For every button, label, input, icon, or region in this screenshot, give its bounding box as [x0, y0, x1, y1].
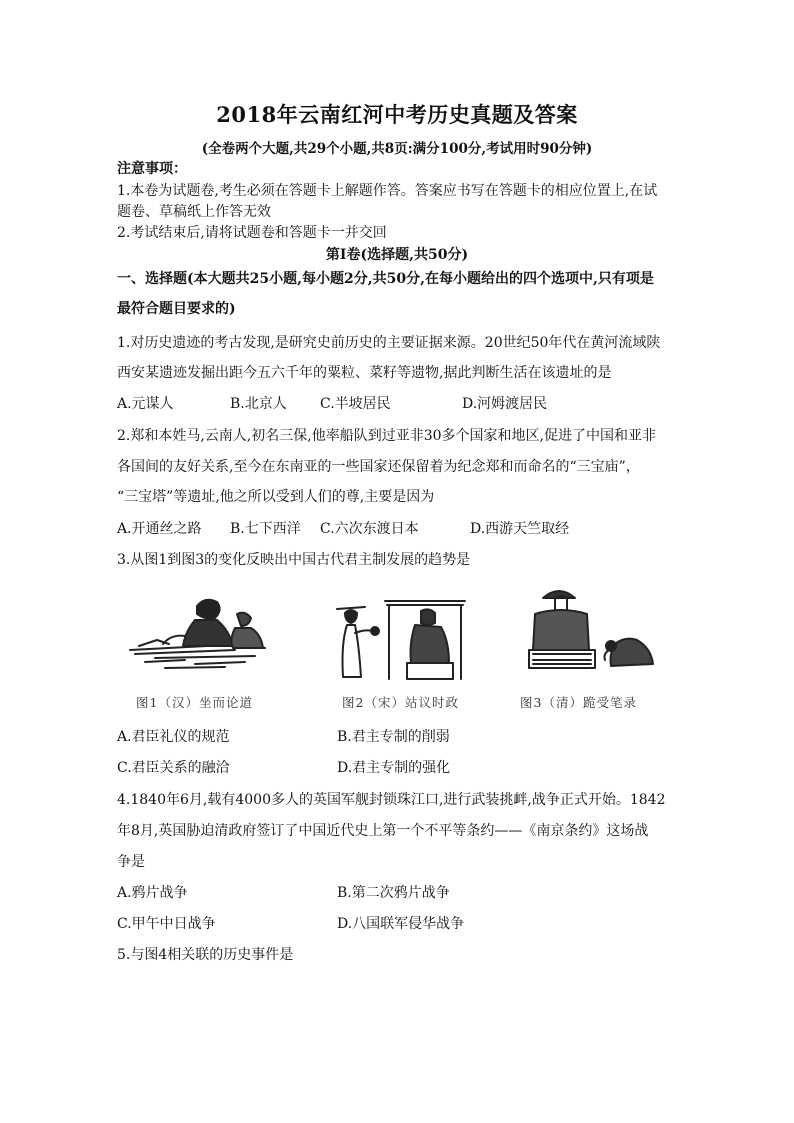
q4-line-1: 4.1840年6月,载有4000多人的英国军舰封锁珠江口,进行武装挑衅,战争正式开始。1842 — [117, 792, 666, 808]
section-title: 第Ⅰ卷(选择题,共50分) — [325, 247, 469, 263]
page-title: 2018年云南红河中考历史真题及答案 — [216, 102, 578, 127]
q4-option-c: C.甲午中日战争 — [117, 916, 216, 932]
q2-option-d: D.西游天竺取经 — [470, 521, 570, 537]
q2-option-a: A.开通丝之路 — [117, 521, 202, 537]
notice-line-1b: 题卷、草稿纸上作答无效 — [117, 204, 271, 220]
q3-option-a: A.君臣礼仪的规范 — [117, 729, 230, 745]
q1-option-c: C.半坡居民 — [320, 396, 391, 412]
q1-line-2: 西安某遗迹发掘出距今五六千年的粟粒、菜籽等遗物,据此判断生活在该遗址的是 — [117, 365, 612, 381]
q3-option-d: D.君主专制的强化 — [337, 760, 451, 776]
q1-option-a: A.元谋人 — [117, 396, 174, 412]
figure-2-caption: 图2（宋）站议时政 — [342, 695, 459, 710]
q1-option-b: B.北京人 — [230, 396, 287, 412]
figure-3-illustration — [515, 584, 665, 684]
notice-heading: 注意事项： — [117, 161, 187, 177]
q3-option-b: B.君主专制的削弱 — [337, 729, 450, 745]
figure-2-illustration — [325, 593, 475, 685]
q2-line-1: 2.郑和本姓马,云南人,初名三保,他率船队到过亚非30多个国家和地区,促进了中国和亚非 — [117, 428, 656, 444]
q2-line-2: 各国间的友好关系,至今在东南亚的一些国家还保留着为纪念郑和而命名的“三宝庙”， — [117, 459, 640, 475]
q2-option-c: C.六次东渡日本 — [320, 521, 419, 537]
q1-option-d: D.河姆渡居民 — [462, 396, 548, 412]
part-heading-b: 最符合题目要求的) — [117, 301, 236, 317]
q5-line-1: 5.与图4相关联的历史事件是 — [117, 947, 294, 963]
figure-1-illustration — [125, 588, 275, 684]
q4-option-a: A.鸦片战争 — [117, 885, 188, 901]
part-heading-a: 一、选择题(本大题共25小题,每小题2分,共50分,在每小题给出的四个选项中,只有项是 — [117, 271, 654, 287]
q4-line-2: 年8月,英国胁迫清政府签订了中国近代史上第一个不平等条约——《南京条约》这场战 — [117, 823, 649, 839]
figure-3-caption: 图3（清）跪受笔录 — [520, 695, 637, 710]
q4-option-b: B.第二次鸦片战争 — [337, 885, 450, 901]
notice-line-1a: 1.本卷为试题卷,考生必须在答题卡上解题作答。答案应书写在答题卡的相应位置上,在试 — [117, 183, 658, 199]
q4-option-d: D.八国联军侵华战争 — [337, 916, 465, 932]
q2-option-b: B.七下西洋 — [230, 521, 301, 537]
q3-option-c: C.君臣关系的融洽 — [117, 760, 230, 776]
q4-line-3: 争是 — [117, 854, 145, 870]
q3-line-1: 3.从图1到图3的变化反映出中国古代君主制发展的趋势是 — [117, 552, 471, 568]
q1-line-1: 1.对历史遗迹的考古发现,是研究史前历史的主要证据来源。20世纪50年代在黄河流域陕 — [117, 335, 661, 351]
page-subtitle: (全卷两个大题,共29个小题,共8页:满分100分,考试用时90分钟) — [201, 141, 593, 157]
figure-1-caption: 图1（汉）坐而论道 — [136, 695, 253, 710]
notice-line-2: 2.考试结束后,请将试题卷和答题卡一并交回 — [117, 225, 387, 241]
q2-line-3: “三宝塔”等遗址,他之所以受到人们的尊,主要是因为 — [117, 489, 435, 505]
